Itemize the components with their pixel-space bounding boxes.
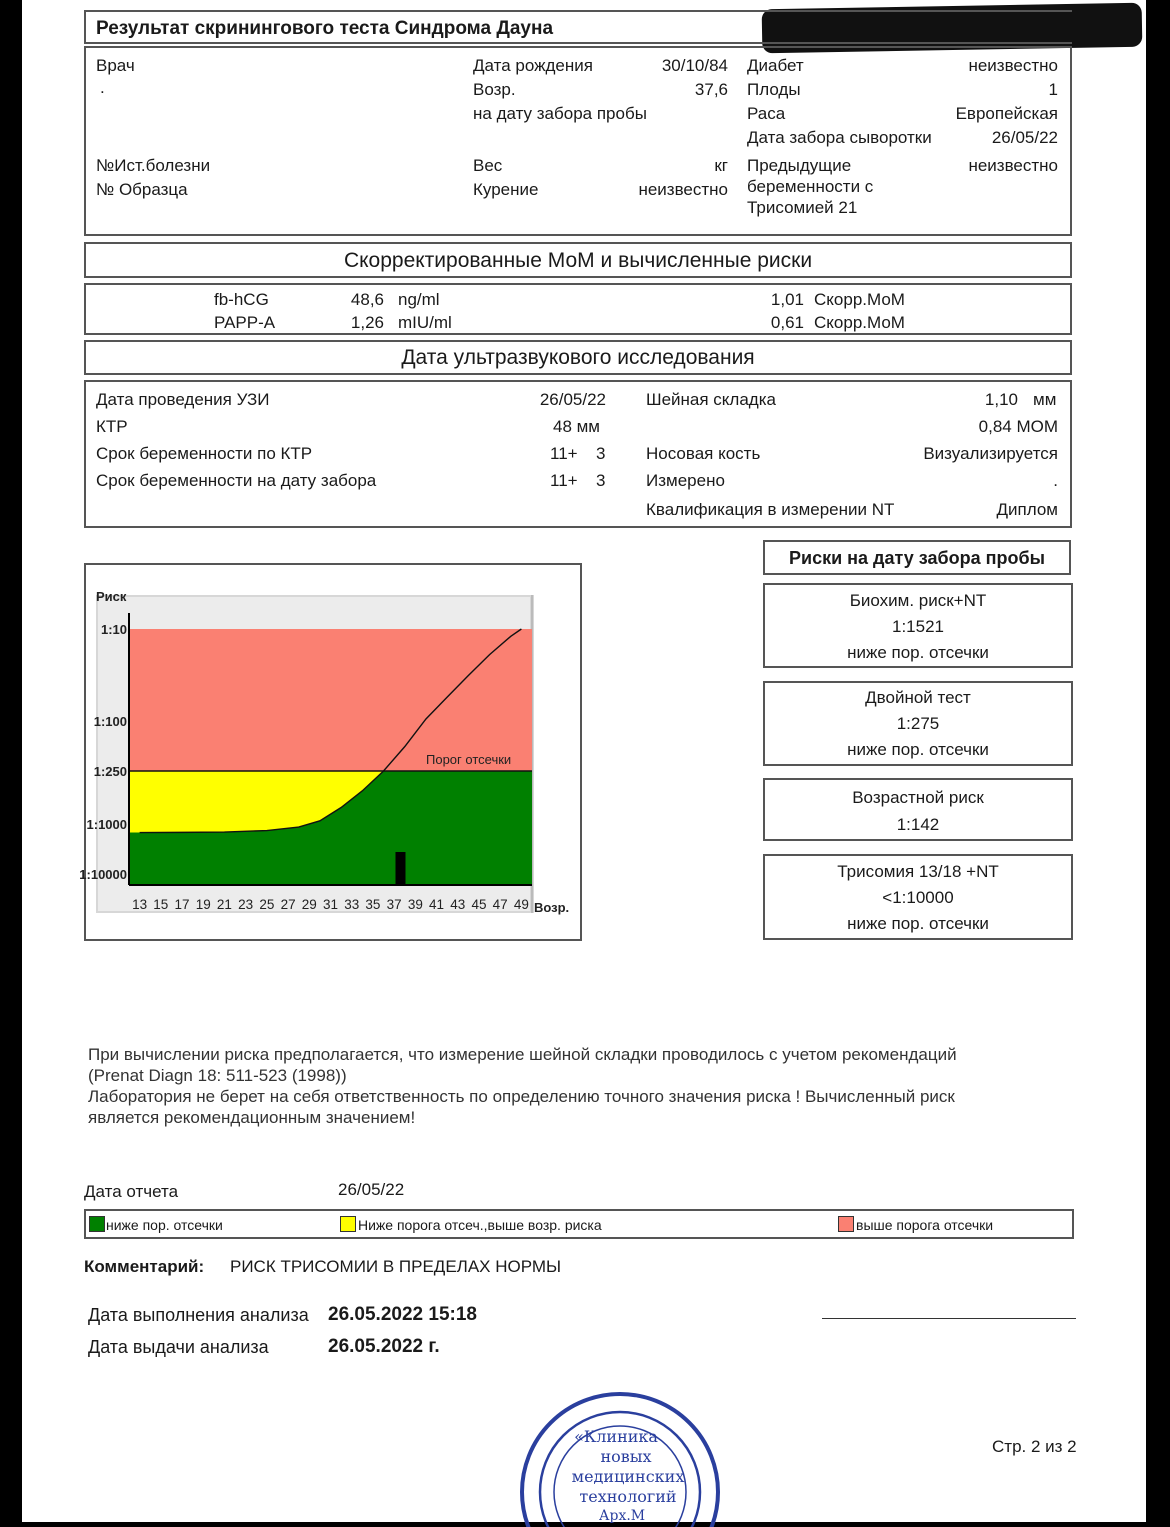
risk-chart <box>79 565 580 939</box>
stamp-line: медицинских <box>571 1467 685 1486</box>
legend-swatch-pink <box>838 1216 854 1232</box>
race-label: Раса <box>747 104 786 123</box>
marker-name: fb-hCG <box>214 290 269 309</box>
risk-card-title: Двойной тест <box>865 688 971 707</box>
risk-chart-box <box>79 563 582 941</box>
legend-swatch-yellow <box>340 1216 356 1232</box>
marker-name: PAPP-A <box>214 313 276 332</box>
diabetes-label: Диабет <box>747 56 804 75</box>
legend-box <box>84 1209 1074 1239</box>
exec-date-value: 26.05.2022 15:18 <box>328 1304 477 1325</box>
y-tick-label: 1:100 <box>93 714 127 729</box>
ktr-label: КТР <box>96 417 128 436</box>
note-line-3: Лаборатория не берет на себя ответственность по определению точного значения риска ! Вычисленный риск <box>88 1087 955 1106</box>
dob-label: Дата рождения <box>473 56 593 75</box>
x-tick-label: 37 <box>386 897 402 912</box>
exec-date-label: Дата выполнения анализа <box>88 1305 309 1325</box>
risk-card-value: 1:1521 <box>892 617 944 636</box>
qual-value: Диплом <box>996 500 1058 519</box>
ga-ktr-label: Срок беременности по КТР <box>96 444 313 463</box>
ga-ktr-weeks: 11+ <box>550 444 578 463</box>
patient-info-box <box>84 46 1072 236</box>
x-tick-label: 47 <box>492 897 508 912</box>
risk-card-value: <1:10000 <box>882 888 954 907</box>
us-section-header <box>84 340 1072 375</box>
x-tick-label: 45 <box>471 897 487 912</box>
smoking-value: неизвестно <box>638 180 728 199</box>
x-tick-label: 33 <box>344 897 360 912</box>
prev-label-2: беременности с <box>747 177 874 196</box>
risks-header: Риски на дату забора пробы <box>789 548 1045 568</box>
page-number: Стр. 2 из 2 <box>992 1437 1077 1456</box>
stamp-graphic <box>520 1380 720 1522</box>
qual-label: Квалификация в измерении NT <box>646 500 895 519</box>
doctor-label: Врач <box>96 56 135 75</box>
x-tick-label: 31 <box>322 897 339 912</box>
risk-card-age <box>763 778 1073 841</box>
x-tick-label: 41 <box>429 897 445 912</box>
age-value: 37,6 <box>694 80 728 99</box>
measured-label: Измерено <box>646 471 725 490</box>
marker-value: 48,6 <box>350 290 384 309</box>
x-tick-label: 43 <box>450 897 466 912</box>
report-date-value: 26/05/22 <box>338 1180 405 1199</box>
y-tick-label: 1:1000 <box>86 817 127 832</box>
risk-card-note: ниже пор. отсечки <box>847 643 989 662</box>
comment-label: Комментарий: <box>84 1257 205 1276</box>
risk-card-title: Биохим. риск+NT <box>849 591 987 610</box>
risk-card-double-test <box>763 681 1073 766</box>
us-data-box <box>84 380 1072 528</box>
title-box <box>84 10 1072 44</box>
nt-value: 1,10 <box>984 390 1018 409</box>
smoking-label: Курение <box>473 180 539 199</box>
x-tick-label: 21 <box>216 897 232 912</box>
mom-section-header <box>84 242 1072 278</box>
x-tick-label: 13 <box>132 897 148 912</box>
marker-mom-label: Скорр.МоМ <box>814 313 905 332</box>
nt-label: Шейная складка <box>646 390 776 409</box>
x-tick-label: 49 <box>513 897 529 912</box>
risk-card-title: Возрастной риск <box>852 788 984 807</box>
nt-mom: 0,84 MOM <box>978 417 1058 436</box>
nasal-value: Визуализируется <box>923 444 1058 463</box>
stamp-line: технологий <box>579 1487 677 1506</box>
weight-unit: кг <box>714 156 728 175</box>
history-label: №Ист.болезни <box>96 156 211 175</box>
nasal-label: Носовая кость <box>646 444 761 463</box>
issue-date-label: Дата выдачи анализа <box>88 1337 269 1357</box>
us-date-label: Дата проведения УЗИ <box>96 390 270 409</box>
stamp-line: «Клиника <box>574 1427 658 1446</box>
risk-card-title: Трисомия 13/18 +NT <box>837 862 999 881</box>
marker-value: 1,26 <box>350 313 384 332</box>
x-tick-label: 23 <box>238 897 254 912</box>
clinic-stamp <box>520 1380 720 1522</box>
ktr-value: 48 мм <box>552 417 600 436</box>
x-tick-label: 29 <box>301 897 317 912</box>
x-tick-label: 19 <box>195 897 211 912</box>
issue-date-value: 26.05.2022 г. <box>328 1336 440 1357</box>
page-title: Результат скринингового теста Синдрома Дауна <box>96 18 554 39</box>
nt-unit: мм <box>1033 390 1057 409</box>
serum-date-value: 26/05/22 <box>991 128 1058 147</box>
marker-mom: 0,61 <box>770 313 804 332</box>
ga-ktr-days: 3 <box>596 444 606 463</box>
risk-card-note: ниже пор. отсечки <box>847 914 989 933</box>
legend-swatch-green <box>89 1216 105 1232</box>
y-tick-label: 1:250 <box>93 764 127 779</box>
mom-data-box <box>84 283 1072 335</box>
x-axis-label: Возр. <box>534 900 570 915</box>
serum-date-label: Дата забора сыворотки <box>747 128 932 147</box>
x-tick-label: 25 <box>259 897 275 912</box>
ga-date-label: Срок беременности на дату забора <box>96 471 377 490</box>
age-label: Возр. <box>473 80 516 99</box>
weight-label: Вес <box>473 156 503 175</box>
ga-date-days: 3 <box>596 471 606 490</box>
risk-card-value: 1:275 <box>896 714 940 733</box>
y-axis-label: Риск <box>96 589 127 604</box>
marker-mom: 1,01 <box>770 290 804 309</box>
x-tick-label: 17 <box>174 897 190 912</box>
marker-mom-label: Скорр.МоМ <box>814 290 905 309</box>
y-tick-label: 1:10000 <box>79 867 127 882</box>
prev-value: неизвестно <box>968 156 1058 175</box>
prev-label-3: Трисомией 21 <box>747 198 858 217</box>
fetuses-label: Плоды <box>747 80 801 99</box>
doctor-value: . <box>100 78 105 97</box>
x-tick-label: 15 <box>153 897 169 912</box>
sample-label: № Образца <box>96 180 188 199</box>
note-line-4: является рекомендационным значением! <box>88 1108 416 1127</box>
legend-label: Ниже порога отсеч.,выше возр. риска <box>358 1217 602 1233</box>
prev-label-1: Предыдущие <box>747 156 852 175</box>
report-date-label: Дата отчета <box>84 1182 179 1201</box>
legend-label: выше порога отсечки <box>856 1217 994 1233</box>
legend-label: ниже пор. отсечки <box>106 1217 223 1233</box>
risk-card-note: ниже пор. отсечки <box>847 740 989 759</box>
x-tick-label: 27 <box>280 897 296 912</box>
measured-value: . <box>1053 471 1058 490</box>
note-line-2: (Prenat Diagn 18: 511-523 (1998)) <box>88 1066 347 1085</box>
risk-card-biochem <box>763 583 1073 668</box>
mom-section-title: Скорректированные МоМ и вычисленные риски <box>343 249 813 272</box>
signature-line <box>822 1318 1076 1319</box>
risk-card-value: 1:142 <box>896 815 940 834</box>
cutoff-label: Порог отсечки <box>426 752 512 767</box>
dob-value: 30/10/84 <box>661 56 728 75</box>
marker-unit: ng/ml <box>398 290 440 309</box>
fetuses-value: 1 <box>1048 80 1058 99</box>
marker-unit: mIU/ml <box>398 313 452 332</box>
zone-above-cutoff <box>129 629 532 771</box>
ga-date-weeks: 11+ <box>550 471 578 490</box>
y-tick-label: 1:10 <box>100 622 127 637</box>
report-page <box>22 0 1146 1522</box>
risk-card-trisomy-13-18 <box>763 854 1073 940</box>
note-line-1: При вычислении риска предполагается, что измерение шейной складки проводилось с учетом рекомендаций <box>88 1045 957 1064</box>
diabetes-value: неизвестно <box>968 56 1058 75</box>
x-tick-label: 35 <box>365 897 381 912</box>
x-tick-label: 39 <box>407 897 423 912</box>
race-value: Европейская <box>955 104 1058 123</box>
patient-age-marker <box>395 852 405 885</box>
age-note: на дату забора пробы <box>473 104 647 123</box>
us-date-value: 26/05/22 <box>539 390 606 409</box>
stamp-line: новых <box>600 1447 652 1466</box>
stamp-line: Арх.М <box>598 1508 646 1524</box>
us-section-title: Дата ультразвукового исследования <box>401 346 755 369</box>
comment-value: РИСК ТРИСОМИИ В ПРЕДЕЛАХ НОРМЫ <box>230 1257 562 1276</box>
risks-header-box <box>763 540 1071 575</box>
